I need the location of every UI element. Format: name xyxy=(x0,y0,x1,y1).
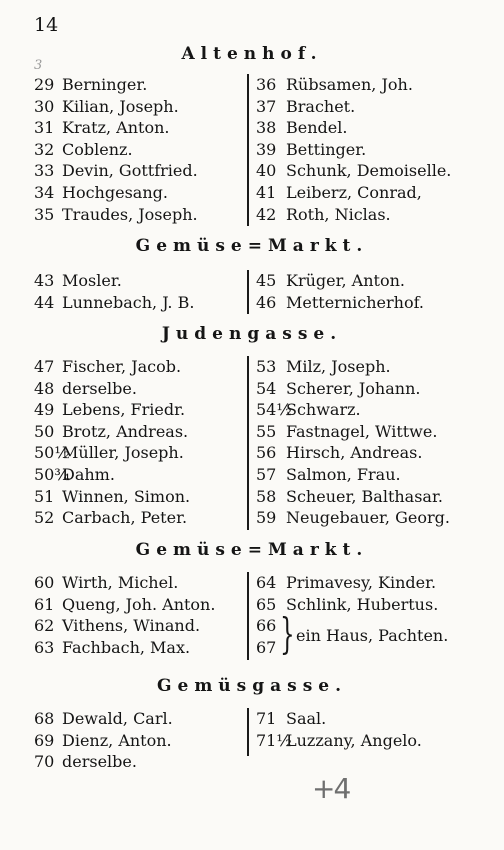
house-number: 65 xyxy=(256,594,277,614)
house-number: 42 xyxy=(256,204,277,224)
resident-name: Scheuer, Balthasar. xyxy=(286,486,443,506)
resident-name: Hirsch, Andreas. xyxy=(286,443,423,463)
house-number: 60 xyxy=(34,573,55,592)
house-number: 66 xyxy=(256,616,277,636)
list-item xyxy=(256,442,450,464)
column-divider xyxy=(247,74,249,226)
brace-text: ein Haus, Pachten. xyxy=(296,626,449,646)
pencil-mark: 3 xyxy=(34,58,43,73)
house-number: 35 xyxy=(34,204,55,224)
resident-name: Milz, Joseph. xyxy=(286,357,391,376)
resident-name: Kratz, Anton. xyxy=(62,118,170,138)
list-item xyxy=(256,292,424,314)
house-number: 33 xyxy=(34,161,55,181)
list-item xyxy=(34,421,190,443)
brace-numbers xyxy=(256,615,276,658)
house-number: 68 xyxy=(34,709,55,728)
section-title: Gemüse=Markt. xyxy=(135,236,369,256)
list-item xyxy=(256,399,450,421)
left-column xyxy=(34,270,194,313)
right-column xyxy=(256,356,450,529)
house-number: 71 xyxy=(256,709,277,728)
left-column xyxy=(34,708,173,773)
house-number: 48 xyxy=(34,378,55,398)
house-number: 45 xyxy=(256,271,277,290)
resident-name: Saal. xyxy=(286,709,327,728)
house-number: 63 xyxy=(34,637,55,657)
section-title: Gemüse=Markt. xyxy=(135,540,369,560)
list-item xyxy=(34,615,215,637)
resident-name: Brachet. xyxy=(286,96,356,116)
house-number: 36 xyxy=(256,75,277,94)
right-column xyxy=(256,74,451,225)
resident-name: Lebens, Friedr. xyxy=(62,400,186,420)
list-item xyxy=(34,160,198,182)
house-number: 59 xyxy=(256,508,277,528)
resident-name: Roth, Niclas. xyxy=(286,204,391,224)
house-number: 29 xyxy=(34,75,55,94)
list-item xyxy=(34,751,173,773)
list-item xyxy=(256,507,450,529)
list-item xyxy=(256,74,451,96)
resident-name: Krüger, Anton. xyxy=(286,271,405,290)
page-number: 14 xyxy=(34,14,59,36)
list-item xyxy=(256,160,451,182)
resident-name: Leiberz, Conrad, xyxy=(286,182,422,202)
list-item xyxy=(34,270,194,292)
list-item xyxy=(256,572,438,594)
resident-name: Bettinger. xyxy=(286,139,367,159)
resident-name: Devin, Gottfried. xyxy=(62,161,198,181)
house-number: 58 xyxy=(256,486,277,506)
resident-name: Müller, Joseph. xyxy=(62,443,184,463)
list-item xyxy=(256,139,451,161)
house-number: 38 xyxy=(256,118,277,138)
resident-name: Coblenz. xyxy=(62,139,133,159)
resident-name: derselbe. xyxy=(62,752,137,772)
house-number: 50¾ xyxy=(34,464,70,484)
list-item xyxy=(34,637,215,659)
left-column xyxy=(34,356,190,529)
house-number: 51 xyxy=(34,486,55,506)
resident-name: Bendel. xyxy=(286,118,348,138)
house-number: 53 xyxy=(256,357,277,376)
list-item xyxy=(34,442,190,464)
list-item xyxy=(256,464,450,486)
resident-name: Dahm. xyxy=(62,464,115,484)
resident-name: Fachbach, Max. xyxy=(62,637,191,657)
list-item xyxy=(34,356,190,378)
resident-name: Schunk, Demoiselle. xyxy=(286,161,452,181)
house-number: 52 xyxy=(34,508,55,528)
house-number: 50 xyxy=(34,421,55,441)
list-item xyxy=(34,399,190,421)
list-item xyxy=(34,730,173,752)
house-number: 39 xyxy=(256,139,277,159)
list-item xyxy=(34,117,198,139)
resident-name: Queng, Joh. Anton. xyxy=(62,594,216,614)
resident-name: Salmon, Frau. xyxy=(286,464,401,484)
house-number: 30 xyxy=(34,96,55,116)
house-number: 54½ xyxy=(256,400,292,420)
resident-name: Neugebauer, Georg. xyxy=(286,508,450,528)
house-number: 40 xyxy=(256,161,277,181)
house-number: 31 xyxy=(34,118,55,138)
house-number: 37 xyxy=(256,96,277,116)
house-number: 49 xyxy=(34,400,55,420)
pencil-signature: +4 xyxy=(312,772,350,805)
section-title: Altenhof. xyxy=(181,44,323,64)
list-item xyxy=(34,74,198,96)
list-item xyxy=(34,96,198,118)
list-item xyxy=(34,507,190,529)
list-item xyxy=(256,356,450,378)
resident-name: Metternicherhof. xyxy=(286,292,425,312)
house-number: 55 xyxy=(256,421,277,441)
list-item xyxy=(34,204,198,226)
list-item xyxy=(34,139,198,161)
house-number: 62 xyxy=(34,616,55,636)
list-item xyxy=(34,378,190,400)
house-number: 32 xyxy=(34,139,55,159)
house-number: 44 xyxy=(34,292,55,312)
right-column xyxy=(256,270,424,313)
resident-name: Vithens, Winand. xyxy=(62,616,201,636)
resident-name: Traudes, Joseph. xyxy=(62,204,198,224)
list-item xyxy=(34,486,190,508)
column-divider xyxy=(247,356,249,530)
left-column xyxy=(34,572,215,658)
list-item xyxy=(256,378,450,400)
house-number: 69 xyxy=(34,730,55,750)
list-item xyxy=(34,182,198,204)
list-item xyxy=(256,730,422,752)
house-number: 67 xyxy=(256,637,277,657)
list-item xyxy=(256,486,450,508)
house-number: 41 xyxy=(256,182,277,202)
resident-name: Carbach, Peter. xyxy=(62,508,188,528)
resident-name: Dienz, Anton. xyxy=(62,730,172,750)
resident-name: Brotz, Andreas. xyxy=(62,421,189,441)
resident-name: Winnen, Simon. xyxy=(62,486,191,506)
list-item xyxy=(256,708,422,730)
resident-name: Wirth, Michel. xyxy=(62,573,179,592)
house-number: 71½ xyxy=(256,730,292,750)
list-item xyxy=(34,464,190,486)
house-number: 56 xyxy=(256,443,277,463)
house-number: 57 xyxy=(256,464,277,484)
house-number: 47 xyxy=(34,357,55,376)
resident-name: Scherer, Johann. xyxy=(286,378,421,398)
list-item xyxy=(256,421,450,443)
resident-name: derselbe. xyxy=(62,378,137,398)
resident-name: Primavesy, Kinder. xyxy=(286,573,437,592)
list-item xyxy=(34,708,173,730)
resident-name: Schwarz. xyxy=(286,400,361,420)
left-column xyxy=(34,74,198,225)
column-divider xyxy=(247,708,249,756)
resident-name: Berninger. xyxy=(62,75,148,94)
house-number: 54 xyxy=(256,378,277,398)
resident-name: Dewald, Carl. xyxy=(62,709,173,728)
section-title: Gemüsgasse. xyxy=(156,676,348,696)
resident-name: Hochgesang. xyxy=(62,182,168,202)
list-item xyxy=(256,270,424,292)
right-column xyxy=(256,708,422,751)
resident-name: Mosler. xyxy=(62,271,122,290)
list-item xyxy=(34,292,194,314)
curly-brace: } xyxy=(280,609,295,659)
resident-name: Schlink, Hubertus. xyxy=(286,594,439,614)
resident-name: Rübsamen, Joh. xyxy=(286,75,413,94)
resident-name: Kilian, Joseph. xyxy=(62,96,179,116)
list-item xyxy=(34,594,215,616)
house-number: 34 xyxy=(34,182,55,202)
list-item xyxy=(256,182,451,204)
list-item xyxy=(34,572,215,594)
column-divider xyxy=(247,572,249,660)
resident-name: Lunnebach, J. B. xyxy=(62,292,195,312)
list-item xyxy=(256,204,451,226)
house-number: 50½ xyxy=(34,443,70,463)
section-title: Judengasse. xyxy=(161,324,343,344)
list-item xyxy=(256,117,451,139)
list-item xyxy=(256,96,451,118)
house-number: 64 xyxy=(256,573,277,592)
resident-name: Luzzany, Angelo. xyxy=(286,730,422,750)
house-number: 46 xyxy=(256,292,277,312)
house-number: 43 xyxy=(34,271,55,290)
house-number: 70 xyxy=(34,752,55,772)
house-number: 61 xyxy=(34,594,55,614)
resident-name: Fischer, Jacob. xyxy=(62,357,182,376)
column-divider xyxy=(247,270,249,314)
resident-name: Fastnagel, Wittwe. xyxy=(286,421,438,441)
